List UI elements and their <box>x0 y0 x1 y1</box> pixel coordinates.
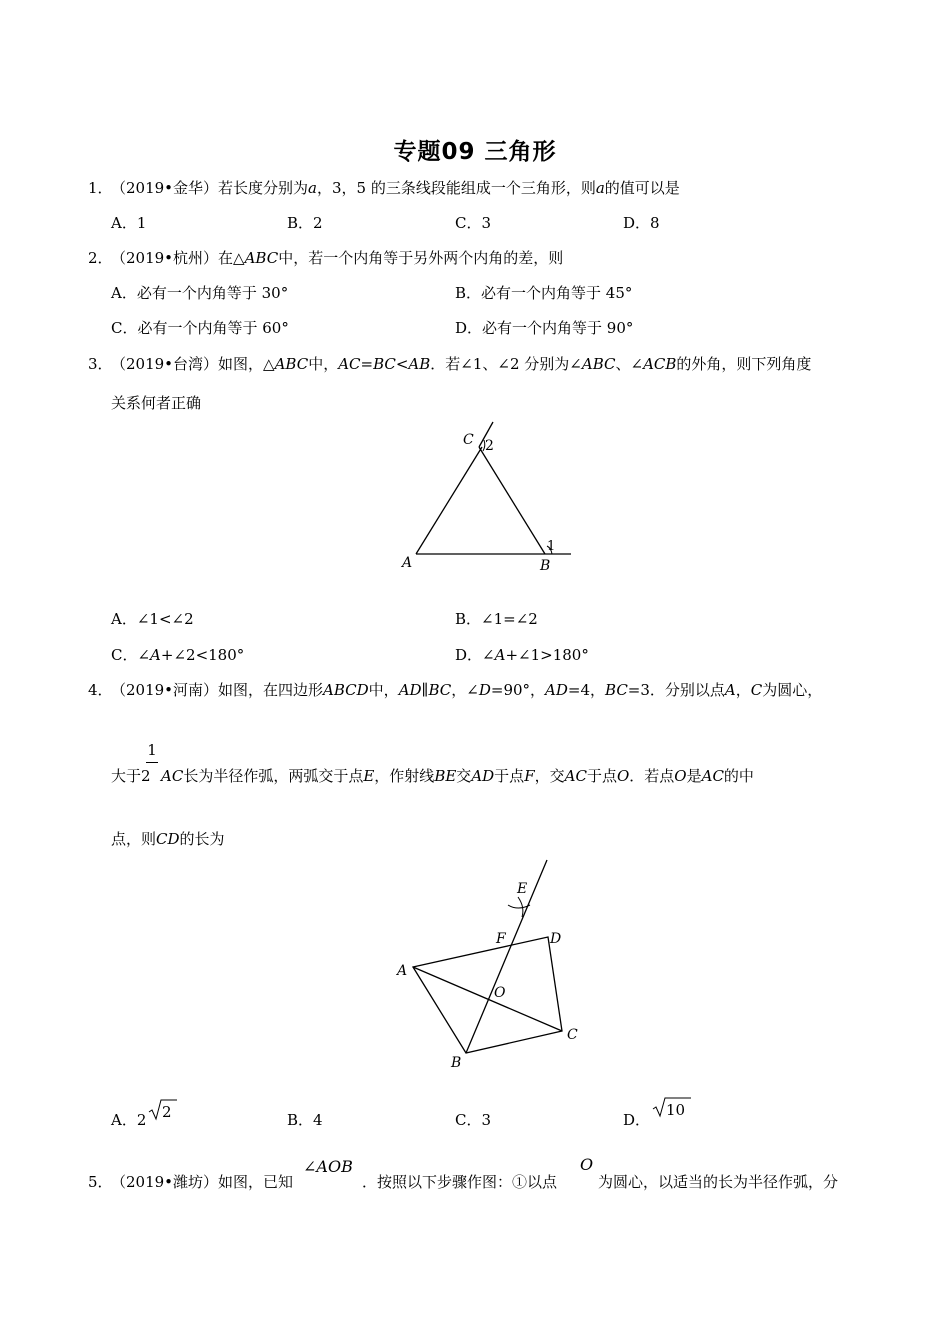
question-text-continued: 点，则CD的长为 <box>111 830 225 848</box>
question-text: （2019•河南）如图，在四边形ABCD中，AD∥BC，∠D=90°，AD=4，BC=3．分别以点A，C为圆心， <box>111 681 823 699</box>
point-label-b: B <box>451 1055 462 1071</box>
question-number: 1． <box>88 179 113 197</box>
question-text: （2019•金华）若长度分别为a，3，5 的三条线段能组成一个三角形，则a的值可以是 <box>111 179 680 197</box>
fraction-bar <box>146 762 158 763</box>
question-number: 5． <box>88 1173 113 1191</box>
option-d: D．必有一个内角等于 90° <box>455 319 634 337</box>
vertex-label-c: C <box>463 432 474 448</box>
option-a: A．∠1<∠2 <box>111 610 194 628</box>
option-a: A．必有一个内角等于 30° <box>111 284 289 302</box>
option-d: D． <box>623 1111 651 1129</box>
question-text: （2019•台湾）如图，△ABC中，AC=BC<AB．若∠1、∠2 分别为∠ABC、∠ACB的外角，则下列角度 <box>111 355 812 373</box>
sqrt-2-symbol <box>148 1097 178 1123</box>
angle-label-2: 2 <box>485 438 494 454</box>
option-b: B．必有一个内角等于 45° <box>455 284 633 302</box>
question-text-continued: 关系何者正确 <box>111 394 202 412</box>
point-label-e: E <box>517 881 528 897</box>
point-label-d: D <box>550 931 562 947</box>
option-b: B．2 <box>287 214 323 232</box>
angle-label-1: 1 <box>547 539 556 554</box>
svg-text:2: 2 <box>162 1103 172 1121</box>
question-text: 为圆心，以适当的长为半径作弧，分 <box>598 1173 839 1191</box>
question-text: （2019•杭州）在△ABC中，若一个内角等于另外两个内角的差，则 <box>111 249 564 267</box>
point-label-a: A <box>397 963 408 979</box>
quadrilateral-figure <box>390 855 590 1075</box>
option-a: A．1 <box>111 214 147 232</box>
option-c: C．3 <box>455 1111 492 1129</box>
point-label-c: C <box>567 1027 578 1043</box>
option-b: B．∠1=∠2 <box>455 610 538 628</box>
option-a: A．2 <box>111 1111 147 1129</box>
point-label-o: O <box>494 985 506 1001</box>
question-text: ．按照以下步骤作图：①以点 <box>362 1173 558 1191</box>
point-label-f: F <box>496 931 506 947</box>
option-d: D．∠A+∠1>180° <box>455 646 589 664</box>
sqrt-10-symbol <box>652 1096 692 1122</box>
question-text: （2019•潍坊）如图，已知 <box>111 1173 294 1191</box>
triangle-figure <box>395 420 575 575</box>
fraction-numerator: 1 <box>147 741 157 759</box>
svg-text:10: 10 <box>666 1101 686 1119</box>
vertex-label-a: A <box>402 555 413 571</box>
question-text-continued: 大于2 AC长为半径作弧，两弧交于点E，作射线BE交AD于点F，交AC于点O．若点O是AC的中 <box>111 767 754 785</box>
question-number: 2． <box>88 249 113 267</box>
question-number: 4． <box>88 681 113 699</box>
option-c: C．必有一个内角等于 60° <box>111 319 289 337</box>
page-title: 专题09 三角形 <box>393 139 557 165</box>
question-number: 3． <box>88 355 113 373</box>
angle-aob: ∠AOB <box>303 1157 353 1176</box>
option-d: D．8 <box>623 214 660 232</box>
option-c: C．3 <box>455 214 492 232</box>
option-b: B．4 <box>287 1111 323 1129</box>
option-c: C．∠A+∠2<180° <box>111 646 245 664</box>
point-o: O <box>580 1155 594 1174</box>
vertex-label-b: B <box>540 558 551 574</box>
